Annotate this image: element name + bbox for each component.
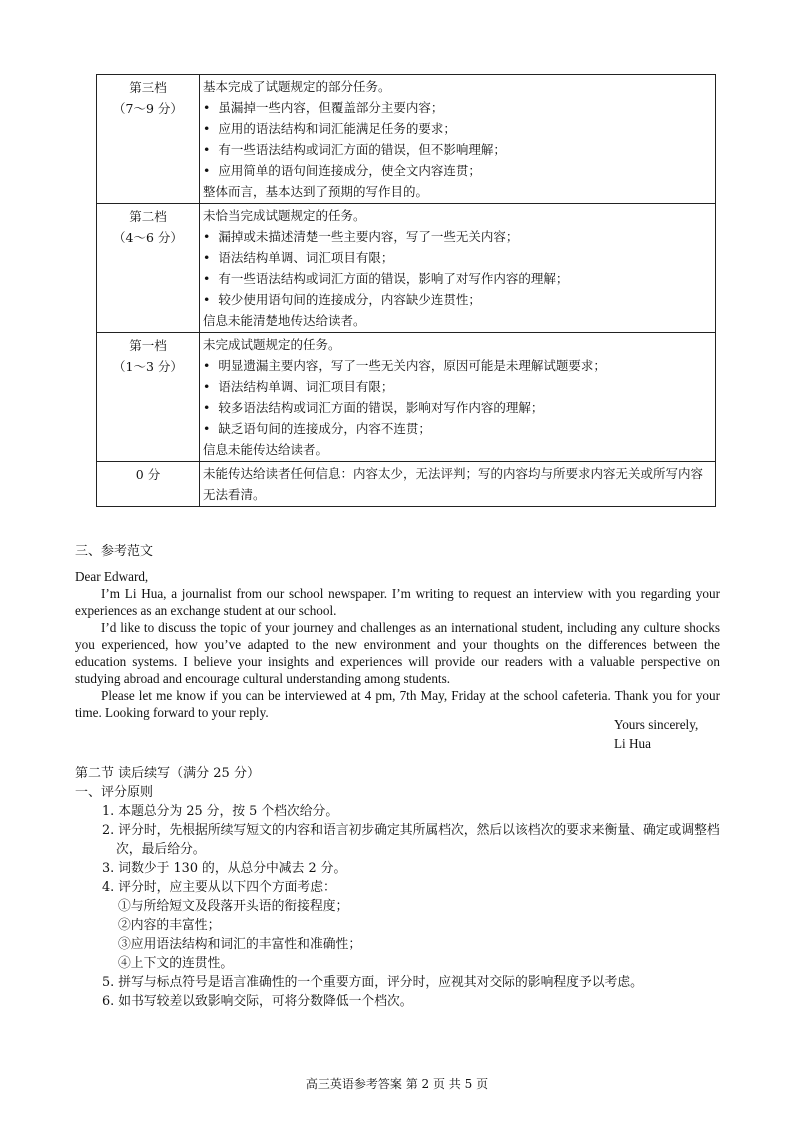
grade-row <box>97 462 716 507</box>
criteria-summary: 未能传达给读者任何信息：内容太少，无法评判；写的内容均与所要求内容无关或所写内容无法看清。 <box>203 466 704 502</box>
rule-item: 4. 评分时，应主要从以下四个方面考虑： <box>102 880 336 895</box>
section-2-subheading: 一、评分原则 <box>75 785 154 800</box>
grade-level-cell <box>97 204 200 333</box>
grade-row <box>97 333 716 462</box>
grade-level-cell <box>97 333 200 462</box>
rule-item: 5. 拼写与标点符号是语言准确性的一个重要方面，评分时，应视其对交际的影响程度予以考虑。 <box>102 975 643 990</box>
scoring-rules <box>102 802 732 1011</box>
criteria-bullet: • 虽漏掉一些内容，但覆盖部分主要内容； <box>203 97 715 118</box>
consideration-item: ②内容的丰富性； <box>118 918 221 933</box>
grade-row <box>97 204 716 333</box>
consideration-item: ①与所给短文及段落开头语的衔接程度； <box>118 899 349 914</box>
grade-level-cell <box>97 462 200 507</box>
grade-row <box>97 75 716 204</box>
grade-level-name: 0 分 <box>135 467 161 482</box>
rule-item: 1. 本题总分为 25 分，按 5 个档次给分。 <box>102 804 339 819</box>
grade-description-cell <box>200 75 716 204</box>
criteria-bullet: • 语法结构单调、词汇项目有限； <box>203 247 715 268</box>
criteria-bullet: • 明显遗漏主要内容，写了一些无关内容，原因可能是未理解试题要求； <box>203 355 715 376</box>
section-2-header <box>75 764 735 802</box>
grade-score-range: （1～3 分） <box>113 359 183 374</box>
rule-item: 2. 评分时，先根据所续写短文的内容和语言初步确定其所属档次，然后以该档次的要求来衡量、确定或调整档次，最后给分。 <box>102 823 720 857</box>
letter-closing: Yours sincerely, <box>614 717 699 732</box>
letter-paragraph-1: I’m Li Hua, a journalist from our school newspaper. I’m writing to request an interview with you regarding your experiences as an exchange student at our school. <box>75 586 720 618</box>
grade-level-name: 第二档 <box>129 209 167 224</box>
consideration-item: ③应用语法结构和词汇的丰富性和准确性； <box>118 937 362 952</box>
consideration-item: ④上下文的连贯性。 <box>118 956 234 971</box>
criteria-bullet: • 语法结构单调、词汇项目有限； <box>203 376 715 397</box>
rule-item: 3. 词数少于 130 的，从总分中减去 2 分。 <box>102 861 347 876</box>
grade-score-range: （4～6 分） <box>113 230 183 245</box>
criteria-summary: 信息未能传达给读者。 <box>203 442 329 457</box>
criteria-bullet: • 缺乏语句间的连接成分，内容不连贯； <box>203 418 715 439</box>
section-2-heading: 第二节 读后续写（满分 25 分） <box>75 766 260 781</box>
grade-level-name: 第一档 <box>129 338 167 353</box>
criteria-summary: 未恰当完成试题规定的任务。 <box>203 208 366 223</box>
grade-description-cell <box>200 204 716 333</box>
letter-signoff <box>614 715 698 753</box>
grading-table <box>96 74 716 507</box>
criteria-bullet: • 较少使用语句间的连接成分，内容缺少连贯性； <box>203 289 715 310</box>
page-footer: 高三英语参考答案 第 2 页 共 5 页 <box>305 1077 489 1091</box>
criteria-bullet: • 有一些语法结构或词汇方面的错误，影响了对写作内容的理解； <box>203 268 715 289</box>
criteria-bullet: • 应用简单的语句间连接成分，使全文内容连贯； <box>203 160 715 181</box>
criteria-bullet: • 应用的语法结构和词汇能满足任务的要求； <box>203 118 715 139</box>
sample-letter <box>75 568 720 751</box>
letter-paragraph-3: Please let me know if you can be interviewed at 4 pm, 7th May, Friday at the school cafeteria. Thank you for your time. Looking forward to your reply. <box>75 688 720 720</box>
criteria-summary: 信息未能清楚地传达给读者。 <box>203 313 366 328</box>
letter-paragraph-2: I’d like to discuss the topic of your journey and challenges as an international student, including any culture shocks you experienced, how you’ve adapted to the new environment and your thoughts on the differences between the education systems. I believe your insights and experiences will provide our readers with a valuable perspective on studying abroad and encourage cultural understanding among students. <box>75 620 720 686</box>
grade-description-cell <box>200 462 716 507</box>
criteria-bullet: • 漏掉或未描述清楚一些主要内容，写了一些无关内容； <box>203 226 715 247</box>
grade-score-range: （7～9 分） <box>113 101 183 116</box>
criteria-bullet: • 有一些语法结构或词汇方面的错误，但不影响理解； <box>203 139 715 160</box>
criteria-summary: 整体而言，基本达到了预期的写作目的。 <box>203 184 429 199</box>
criteria-bullet: • 较多语法结构或词汇方面的错误，影响对写作内容的理解； <box>203 397 715 418</box>
grade-level-cell <box>97 75 200 204</box>
grade-level-name: 第三档 <box>129 80 167 95</box>
rule-item: 6. 如书写较差以致影响交际，可将分数降低一个档次。 <box>102 994 413 1009</box>
sample-essay-title: 三、参考范文 <box>75 544 154 559</box>
grade-description-cell <box>200 333 716 462</box>
letter-greeting: Dear Edward, <box>75 569 149 584</box>
criteria-summary: 未完成试题规定的任务。 <box>203 337 341 352</box>
letter-signature: Li Hua <box>614 736 651 751</box>
criteria-summary: 基本完成了试题规定的部分任务。 <box>203 79 391 94</box>
